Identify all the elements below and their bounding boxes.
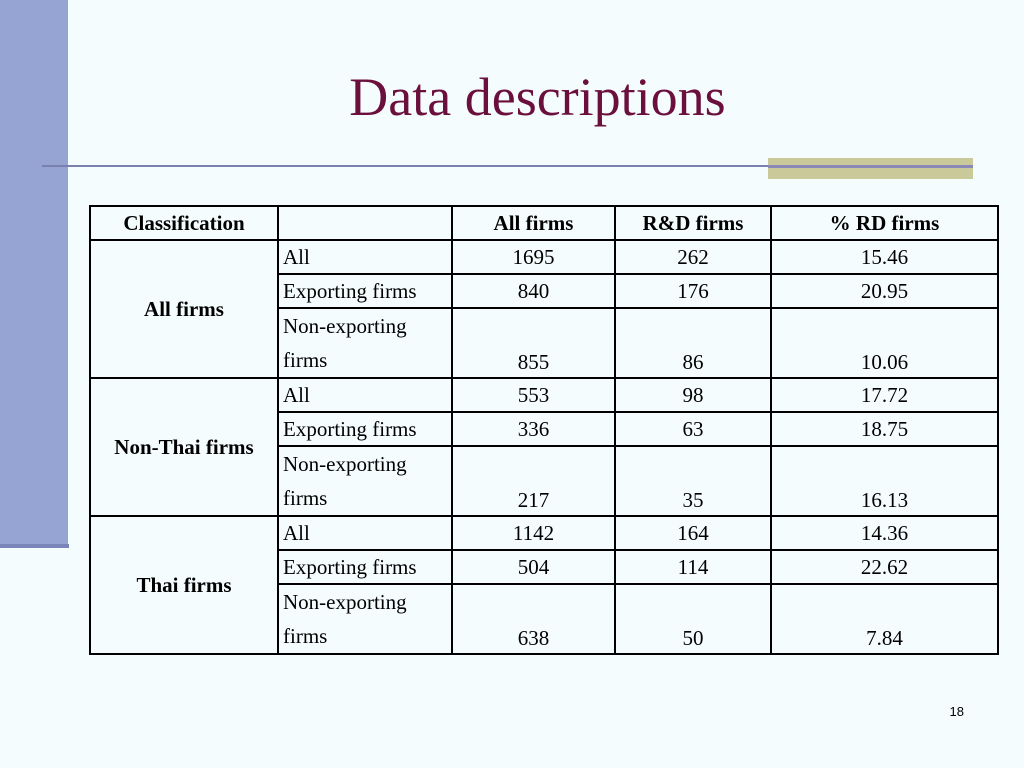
group-label: Thai firms: [90, 516, 278, 654]
cell-pct-rd: 20.95: [771, 274, 998, 308]
row-subcategory: Non-exporting firms: [278, 584, 452, 654]
page-number: 18: [949, 704, 964, 719]
cell-pct-rd: 14.36: [771, 516, 998, 550]
cell-all-firms: 1695: [452, 240, 615, 274]
cell-all-firms: 504: [452, 550, 615, 584]
cell-all-firms: 855: [452, 308, 615, 378]
row-subcategory: All: [278, 516, 452, 550]
row-subcategory: Non-exporting firms: [278, 308, 452, 378]
divider-accent-line: [768, 165, 973, 168]
group-label: All firms: [90, 240, 278, 378]
row-subcategory: Exporting firms: [278, 550, 452, 584]
divider-accent-block: [768, 158, 973, 179]
cell-pct-rd: 17.72: [771, 378, 998, 412]
header-classification: Classification: [90, 206, 278, 240]
cell-pct-rd: 16.13: [771, 446, 998, 516]
table-row: [90, 378, 998, 412]
cell-pct-rd: 18.75: [771, 412, 998, 446]
header-all-firms: All firms: [452, 206, 615, 240]
row-subcategory: Exporting firms: [278, 274, 452, 308]
cell-rd-firms: 98: [615, 378, 771, 412]
table-row: [90, 240, 998, 274]
table-row: [90, 516, 998, 550]
header-subcategory: [278, 206, 452, 240]
data-table: [89, 205, 999, 655]
cell-rd-firms: 86: [615, 308, 771, 378]
row-subcategory: Non-exporting firms: [278, 446, 452, 516]
table-header-row: [90, 206, 998, 240]
cell-pct-rd: 10.06: [771, 308, 998, 378]
cell-all-firms: 217: [452, 446, 615, 516]
slide-title: Data descriptions: [349, 67, 726, 127]
header-rd-firms: R&D firms: [615, 206, 771, 240]
cell-rd-firms: 262: [615, 240, 771, 274]
group-label: Non-Thai firms: [90, 378, 278, 516]
left-decor-bar-edge: [0, 544, 69, 548]
row-subcategory: All: [278, 378, 452, 412]
cell-rd-firms: 35: [615, 446, 771, 516]
cell-rd-firms: 63: [615, 412, 771, 446]
cell-pct-rd: 7.84: [771, 584, 998, 654]
cell-rd-firms: 164: [615, 516, 771, 550]
cell-pct-rd: 15.46: [771, 240, 998, 274]
cell-all-firms: 1142: [452, 516, 615, 550]
cell-rd-firms: 176: [615, 274, 771, 308]
cell-pct-rd: 22.62: [771, 550, 998, 584]
cell-rd-firms: 50: [615, 584, 771, 654]
cell-all-firms: 336: [452, 412, 615, 446]
row-subcategory: Exporting firms: [278, 412, 452, 446]
row-subcategory: All: [278, 240, 452, 274]
header-pct-rd-firms: % RD firms: [771, 206, 998, 240]
cell-all-firms: 638: [452, 584, 615, 654]
cell-all-firms: 840: [452, 274, 615, 308]
cell-rd-firms: 114: [615, 550, 771, 584]
cell-all-firms: 553: [452, 378, 615, 412]
